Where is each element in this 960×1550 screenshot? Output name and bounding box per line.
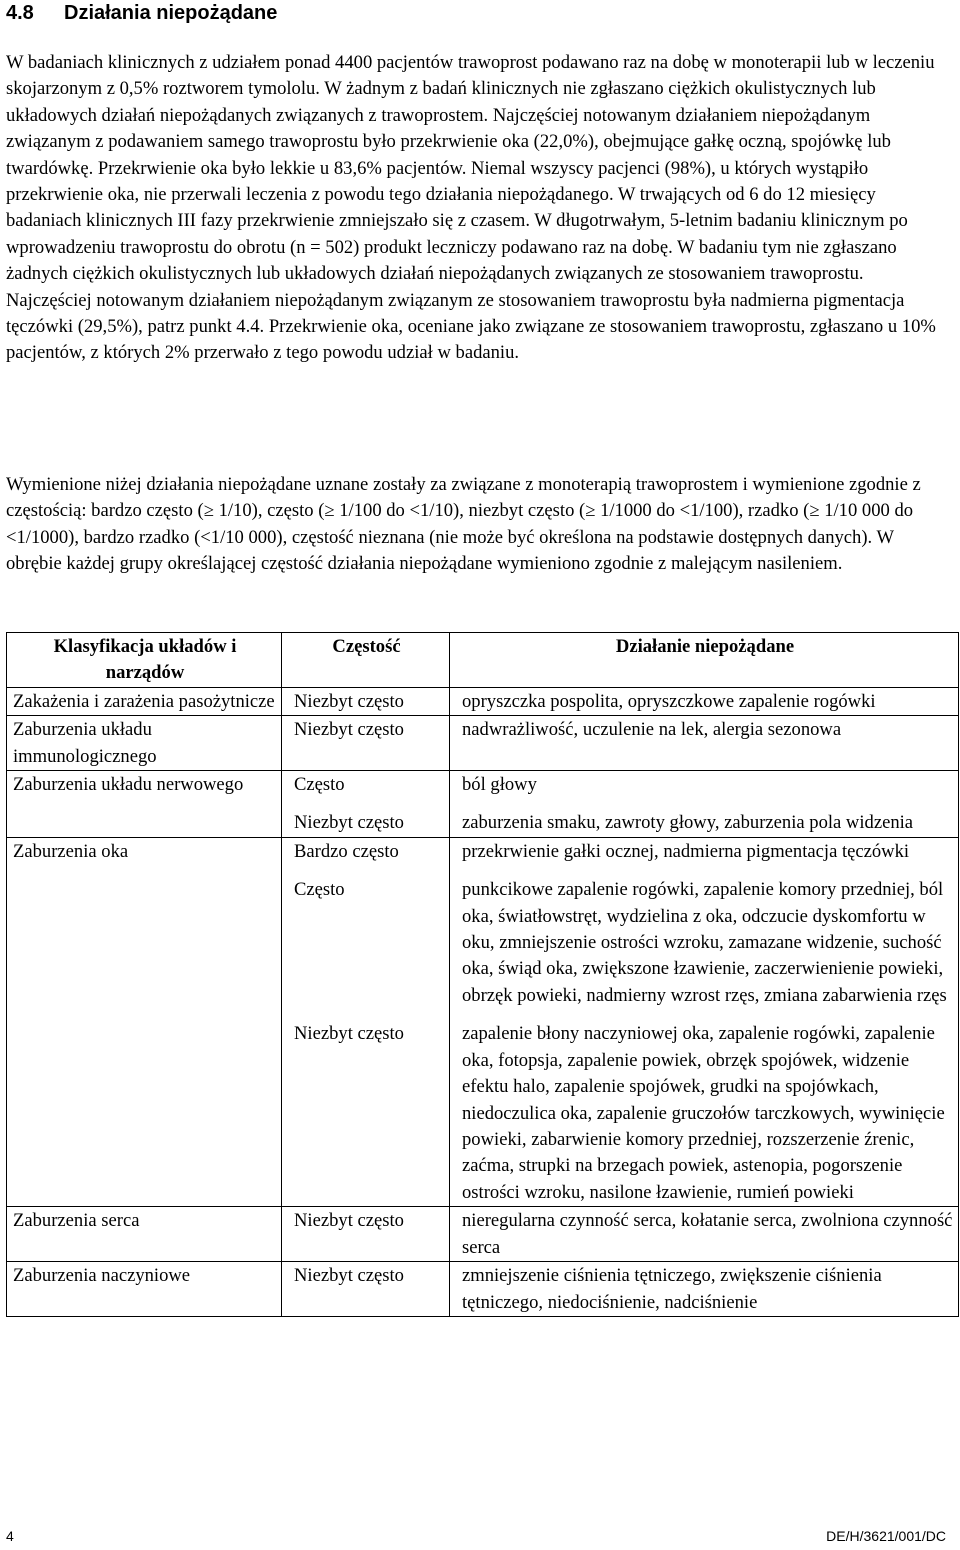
- section-heading: [6, 0, 277, 26]
- frequency-cell: [282, 687, 450, 715]
- reaction-text: opryszczka pospolita, opryszczkowe zapalenie rogówki: [462, 690, 876, 712]
- header-reaction: Działanie niepożądane: [450, 633, 959, 688]
- reaction-text: zapalenie błony naczyniowej oka, zapalenie rogówki, zapalenie oka, fotopsja, zapalenie powiek, obrzęk spojówek, widzenie efektu halo, zapalenie spojówek, grudki na spojówkach, niedoczulica oka, zapalenie gruczołów tarczkowych, wywinięcie powieki, zabarwienie komory przedniej, rozszerzenie źrenic, zaćma, strupki na brzegach powiek, astenopia, pogorszenie ostrości wzroku, nasilone łzawienie, rumień powieki: [462, 1023, 945, 1203]
- header-soc: Klasyfikacja układów i narządów: [7, 633, 282, 688]
- reaction-text: nieregularna czynność serca, kołatanie serca, zwolniona czynność serca: [462, 1210, 953, 1258]
- table-row: [7, 771, 959, 838]
- frequency-value: Niezbyt często: [294, 719, 404, 741]
- paragraph-frequency-definitions: Wymienione niżej działania niepożądane uznane zostały za związane z monoterapią trawoprostem i wymienione zgodnie z częstością: bardzo często (≥ 1/10), często (≥ 1/100 do <1/10), niezbyt często (≥ 1/1000 do <1/100), rzadko (≥ 1/10 000 do <1/1000), bardzo rzadko (<1/10 000), częstość nieznana (nie może być określona na podstawie dostępnych danych). W obrębie każdej grupy określającej częstość działania niepożądane wymieniono zgodnie z malejącym nasileniem.: [6, 474, 921, 575]
- frequency-value: Niezbyt często: [294, 1210, 404, 1232]
- section-title: Działania niepożądane: [64, 2, 278, 24]
- table-row: [7, 716, 959, 771]
- frequency-value: Niezbyt często: [294, 1265, 404, 1287]
- reaction-text: ból głowy: [462, 774, 537, 796]
- header-frequency: Częstość: [282, 633, 450, 688]
- reaction-cell: [450, 716, 959, 771]
- soc-cell: Zaburzenia oka: [7, 837, 282, 1206]
- section-number: 4.8: [6, 2, 34, 24]
- table-row: [7, 1262, 959, 1317]
- frequency-value: Często: [294, 878, 345, 900]
- frequency-cell: [282, 771, 450, 838]
- frequency-cell: [282, 716, 450, 771]
- frequency-cell: [282, 1262, 450, 1317]
- frequency-cell: [282, 1207, 450, 1262]
- reaction-cell: [450, 1207, 959, 1262]
- adverse-reactions-table: [6, 632, 959, 1317]
- table-header-row: [7, 633, 959, 688]
- soc-cell: Zakażenia i zarażenia pasożytnicze: [7, 687, 282, 715]
- table-row: [7, 687, 959, 715]
- frequency-cell: [282, 837, 450, 1206]
- soc-cell: Zaburzenia naczyniowe: [7, 1262, 282, 1317]
- reaction-text: zmniejszenie ciśnienia tętniczego, zwiększenie ciśnienia tętniczego, niedociśnienie, nadciśnienie: [462, 1265, 882, 1313]
- reaction-cell: [450, 771, 959, 838]
- frequency-value: Często: [294, 774, 345, 796]
- table-row: [7, 1207, 959, 1262]
- frequency-value: Niezbyt często: [294, 812, 404, 834]
- reaction-text: przekrwienie gałki ocznej, nadmierna pigmentacja tęczówki: [462, 840, 910, 862]
- paragraph-clinical-trials: W badaniach klinicznych z udziałem ponad 4400 pacjentów trawoprost podawano raz na dobę w monoterapii lub w leczeniu skojarzonym z 0,5% roztworem tymololu. W żadnym z badań klinicznych nie zgłaszano ciężkich okulistycznych lub układowych działań niepożądanych związanych z trawoprostem. Najczęściej notowanym działaniem niepożądanym związanym z podawaniem samego trawoprostu było przekrwienie oka (22,0%), obejmujące gałkę oczną, spojówkę lub twardówkę. Przekrwienie oka było lekkie u 83,6% pacjentów. Niemal wszyscy pacjenci (98%), u których wystąpiło przekrwienie oka, nie przerwali leczenia z powodu tego działania niepożądanego. W trwających od 6 do 12 miesięcy badaniach klinicznych III fazy przekrwienie zmniejszało się z czasem. W długotrwałym, 5-letnim badaniu klinicznym po wprowadzeniu trawoprostu do obrotu (n = 502) produkt leczniczy podawano raz na dobę. W badaniu tym nie zgłaszano żadnych ciężkich okulistycznych lub układowych działań niepożądanych związanych ze stosowaniem trawoprostu. Najczęściej notowanym działaniem niepożądanym związanym ze stosowaniem trawoprostu była nadmierna pigmentacja tęczówki (29,5%), patrz punkt 4.4. Przekrwienie oka, oceniane jako związane ze stosowaniem trawoprostu, zgłaszano u 10% pacjentów, z których 2% przerwało z tego powodu udział w badaniu.: [6, 52, 936, 364]
- frequency-value: Niezbyt często: [294, 690, 404, 712]
- soc-cell: Zaburzenia układu nerwowego: [7, 771, 282, 838]
- frequency-value: Bardzo często: [294, 840, 399, 862]
- table-row: [7, 837, 959, 1206]
- reaction-text: nadwrażliwość, uczulenie na lek, alergia sezonowa: [462, 719, 842, 741]
- reaction-cell: [450, 1262, 959, 1317]
- frequency-value: Niezbyt często: [294, 1022, 404, 1044]
- soc-cell: Zaburzenia układu immunologicznego: [7, 716, 282, 771]
- reaction-cell: [450, 837, 959, 1206]
- reaction-text: punkcikowe zapalenie rogówki, zapalenie komory przedniej, ból oka, światłowstręt, wydzielina z oka, odczucie dyskomfortu w oku, zmniejszenie ostrości wzroku, zamazane widzenie, suchość oka, świąd oka, zwiększone łzawienie, zaczerwienienie powieki, obrzęk powieki, nadmierny wzrost rzęs, zmiana zabarwienia rzęs: [462, 879, 947, 1006]
- page-number: 4: [6, 1528, 14, 1544]
- reaction-cell: [450, 687, 959, 715]
- reaction-text: zaburzenia smaku, zawroty głowy, zaburzenia pola widzenia: [462, 812, 914, 834]
- soc-cell: Zaburzenia serca: [7, 1207, 282, 1262]
- document-code: DE/H/3621/001/DC: [826, 1528, 946, 1544]
